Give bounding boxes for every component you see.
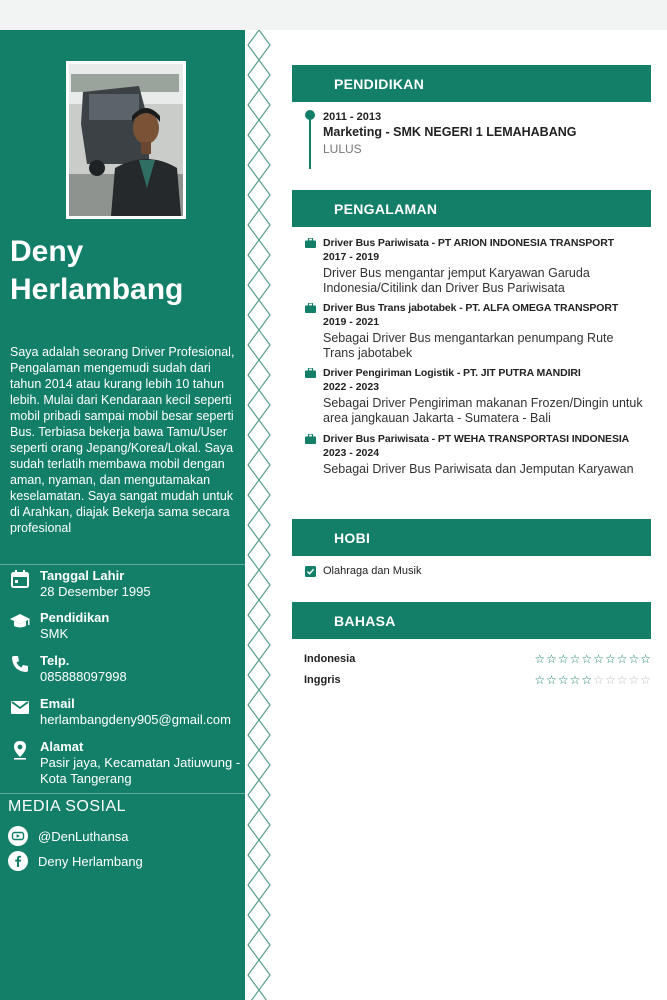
youtube-icon — [8, 826, 28, 846]
section-header-experience — [292, 190, 651, 227]
profile-summary: Saya adalah seorang Driver Profesional, Pengalaman mengemudi sudah dari tahun 2014 atau kurang lebih 10 tahun lebih. Mulai dari Kendaraan kecil seperti mobil pribadi sampai mobil besar seperti Bus. Terbiasa bekerja bawa Tamu/User seperti orang Jepang/Korea/Lokal. Saya sudah terlatih membawa mobil dengan aman, nyaman, dan mengutamakan keselamatan. Saya sangat mudah untuk di Arahkan, diajak Bekerja sama secara profesional — [10, 345, 235, 535]
lattice-divider — [247, 30, 271, 1000]
experience-description: Sebagai Driver Bus mengantarkan penumpang Rute Trans jabotabek — [323, 331, 614, 360]
education-years: 2011 - 2013 — [323, 111, 382, 123]
briefcase-icon — [305, 303, 316, 313]
experience-years: 2022 - 2023 — [323, 381, 380, 393]
sidebar-divider — [0, 793, 245, 794]
star-filled-icon: ☆ — [546, 673, 558, 687]
section-header-hobby — [292, 519, 651, 556]
experience-title: Driver Bus Pariwisata - PT WEHA TRANSPORTASI INDONESIA — [323, 433, 630, 445]
graduation-cap-icon — [10, 611, 30, 631]
star-empty-icon: ☆ — [604, 673, 617, 687]
star-filled-icon: ☆ — [569, 673, 582, 687]
info-value: SMK — [40, 626, 69, 641]
experience-years: 2017 - 2019 — [323, 251, 380, 263]
profile-photo-image — [69, 64, 183, 216]
checkbox-icon — [305, 566, 316, 577]
info-label: Telp. — [40, 653, 70, 668]
info-label: Pendidikan — [40, 610, 110, 625]
first-name: Deny — [10, 235, 84, 268]
section-title: PENGALAMAN — [334, 201, 438, 217]
star-filled-icon: ☆ — [546, 652, 558, 666]
sidebar — [0, 30, 245, 1000]
star-filled-icon: ☆ — [593, 652, 605, 666]
star-filled-icon: ☆ — [604, 652, 617, 666]
star-filled-icon: ☆ — [640, 652, 652, 666]
timeline-dot — [305, 110, 315, 120]
experience-description: Driver Bus mengantar jemput Karyawan Garuda Indonesia/Citilink dan Driver Bus Pariwisata — [323, 266, 590, 295]
social-media-title: MEDIA SOSIAL — [8, 798, 127, 815]
resume-page — [0, 30, 667, 1000]
briefcase-icon — [305, 238, 316, 248]
star-filled-icon: ☆ — [628, 652, 641, 666]
location-pin-icon — [10, 740, 30, 760]
info-value: herlambangdeny905@gmail.com — [40, 712, 231, 727]
section-title: BAHASA — [334, 613, 396, 629]
star-rating — [534, 652, 652, 666]
briefcase-icon — [305, 368, 316, 378]
star-filled-icon: ☆ — [581, 673, 594, 687]
language-name: Indonesia — [304, 653, 356, 665]
phone-icon — [10, 654, 30, 674]
language-item — [304, 674, 652, 690]
social-handle: Deny Herlambang — [38, 854, 143, 869]
section-title: HOBI — [334, 530, 371, 546]
star-filled-icon: ☆ — [534, 673, 547, 687]
language-item — [304, 653, 652, 669]
section-header-languages — [292, 602, 651, 639]
education-status: LULUS — [323, 142, 362, 156]
star-empty-icon: ☆ — [640, 673, 652, 687]
sidebar-divider — [0, 564, 245, 565]
experience-title: Driver Bus Trans jabotabek - PT. ALFA OMEGA TRANSPORT — [323, 302, 619, 314]
star-empty-icon: ☆ — [593, 673, 605, 687]
last-name: Herlambang — [10, 273, 184, 306]
social-handle: @DenLuthansa — [38, 829, 129, 844]
section-title: PENDIDIKAN — [334, 76, 425, 92]
info-value: 28 Desember 1995 — [40, 584, 151, 599]
info-value: 085888097998 — [40, 669, 127, 684]
experience-title: Driver Pengiriman Logistik - PT. JIT PUTRA MANDIRI — [323, 367, 581, 379]
language-name: Inggris — [304, 674, 341, 686]
star-filled-icon: ☆ — [557, 652, 570, 666]
experience-years: 2023 - 2024 — [323, 447, 380, 459]
education-title: Marketing - SMK NEGERI 1 LEMAHABANG — [323, 125, 577, 139]
star-filled-icon: ☆ — [534, 652, 547, 666]
envelope-icon — [10, 697, 30, 717]
star-empty-icon: ☆ — [628, 673, 641, 687]
experience-years: 2019 - 2021 — [323, 316, 380, 328]
calendar-icon — [10, 569, 30, 589]
star-filled-icon: ☆ — [569, 652, 582, 666]
info-value: Pasir jaya, Kecamatan Jatiuwung - Kota Tangerang — [40, 755, 241, 786]
experience-title: Driver Bus Pariwisata - PT ARION INDONESIA TRANSPORT — [323, 237, 614, 249]
full-name — [10, 233, 240, 309]
star-empty-icon: ☆ — [616, 673, 629, 687]
timeline-line — [309, 114, 311, 169]
star-filled-icon: ☆ — [581, 652, 594, 666]
hobby-text: Olahraga dan Musik — [323, 565, 422, 577]
facebook-icon — [8, 851, 28, 871]
star-rating — [534, 673, 652, 687]
experience-description: Sebagai Driver Pengiriman makanan Frozen/Dingin untuk area jangkauan Jakarta - Sumatera - Bali — [323, 396, 643, 425]
briefcase-icon — [305, 434, 316, 444]
experience-description: Sebagai Driver Bus Pariwisata dan Jemputan Karyawan — [323, 462, 634, 476]
info-label: Email — [40, 696, 75, 711]
profile-photo — [66, 61, 186, 219]
star-filled-icon: ☆ — [557, 673, 570, 687]
info-label: Alamat — [40, 739, 84, 754]
info-label: Tanggal Lahir — [40, 568, 125, 583]
section-header-education — [292, 65, 651, 102]
star-filled-icon: ☆ — [616, 652, 629, 666]
